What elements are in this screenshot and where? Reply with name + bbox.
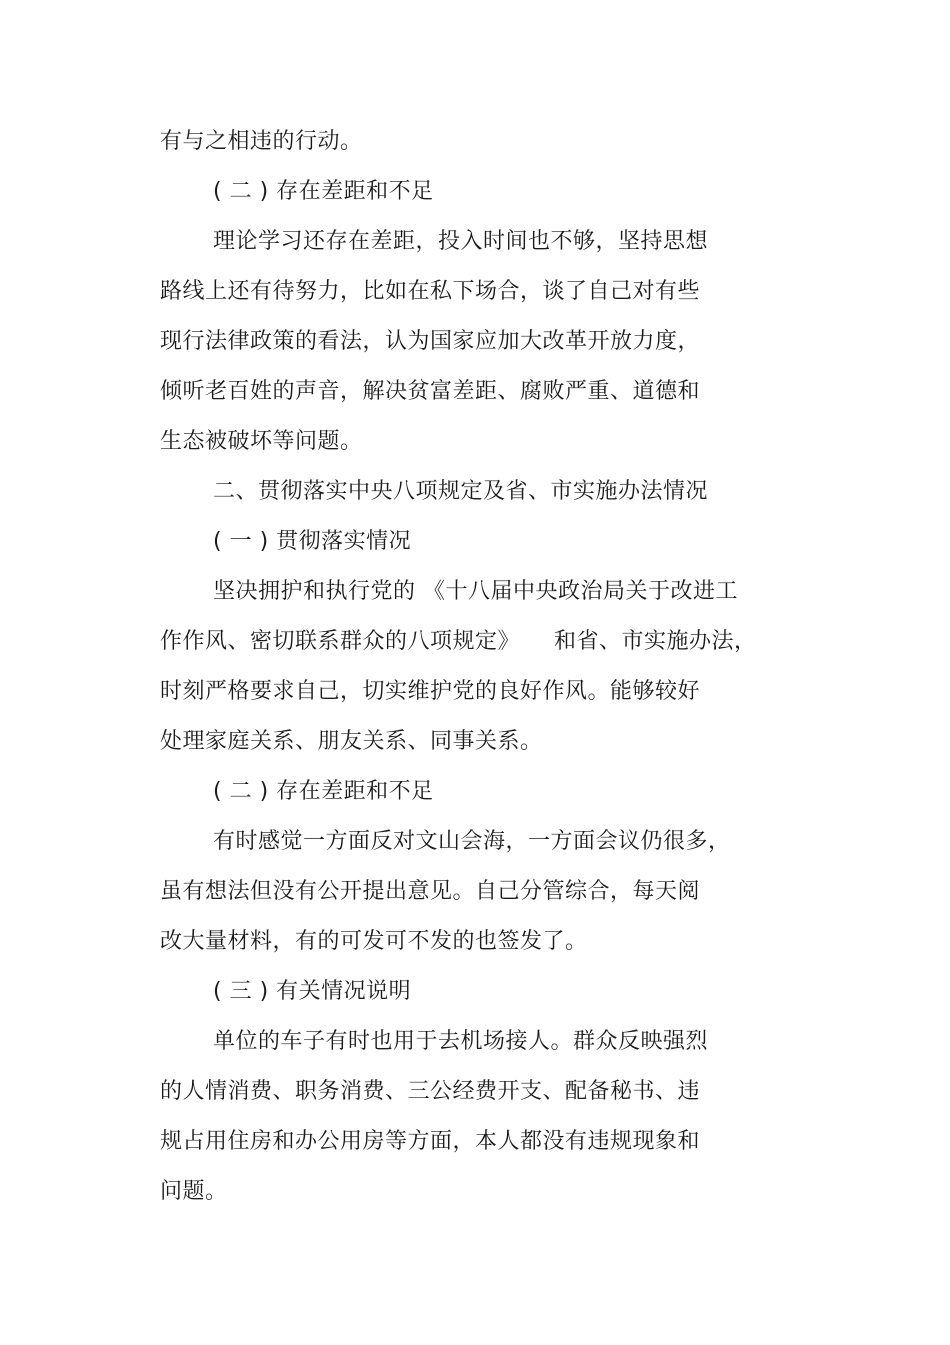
section-heading: ( 二 ) 存在差距和不足	[213, 179, 434, 204]
text-line: 虽有想法但没有公开提出意见。自己分管综合，每天阅	[160, 879, 701, 904]
text-line: 规占用住房和办公用房等方面，本人都没有违规现象和	[160, 1129, 701, 1154]
text-line: 问题。	[160, 1179, 228, 1204]
text-line: 时刻严格要求自己，切实维护党的良好作风。能够较好	[160, 679, 701, 704]
text-line: 有与之相违的行动。	[160, 129, 363, 154]
text-line: 的人情消费、职务消费、三公经费开支、配备秘书、违	[160, 1079, 701, 1104]
text-line: 路线上还有待努力，比如在私下场合，谈了自己对有些	[160, 279, 701, 304]
text-line: 有时感觉一方面反对文山会海，一方面会议仍很多，	[213, 829, 731, 854]
text-line: 改大量材料，有的可发可不发的也签发了。	[160, 929, 588, 954]
text-line: 处理家庭关系、朋友关系、同事关系。	[160, 729, 543, 754]
text-line: 现行法律政策的看法，认为国家应加大改革开放力度，	[160, 329, 701, 354]
section-heading: 二、贯彻落实中央八项规定及省、市实施办法情况	[213, 479, 709, 504]
text-line: 生态被破坏等问题。	[160, 429, 363, 454]
section-heading: ( 二 ) 存在差距和不足	[213, 779, 434, 804]
text-line: 坚决拥护和执行党的 《十八届中央政治局关于改进工	[213, 579, 738, 604]
section-heading: ( 一 ) 贯彻落实情况	[213, 529, 412, 554]
section-heading: ( 三 ) 有关情况说明	[213, 979, 412, 1004]
text-line: 理论学习还存在差距，投入时间也不够，坚持思想	[213, 229, 709, 254]
text-line: 单位的车子有时也用于去机场接人。群众反映强烈	[213, 1029, 709, 1054]
text-line: 倾听老百姓的声音，解决贫富差距、腐败严重、道德和	[160, 379, 701, 404]
text-line: 作作风、密切联系群众的八项规定》 和省、市实施办法，	[160, 629, 757, 654]
